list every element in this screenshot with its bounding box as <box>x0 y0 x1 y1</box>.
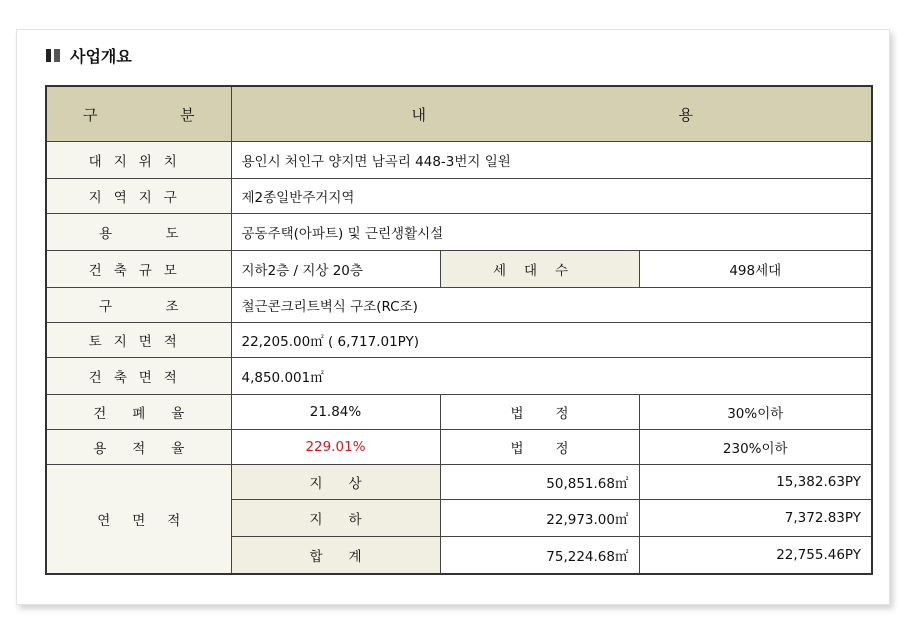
label-floor-area: 연면적 <box>46 465 231 575</box>
label-structure: 구 조 <box>46 288 231 323</box>
floor-area-below-sqm: 22,973.00㎡ <box>440 500 639 537</box>
table-row <box>46 179 872 214</box>
floor-area-below-label: 지 하 <box>231 500 440 537</box>
value-building-area: 4,850.001㎡ <box>231 358 872 395</box>
value-scale: 지하2층 / 지상 20층 <box>231 251 440 288</box>
header-content: 내 용 <box>231 86 872 142</box>
section-heading <box>46 45 132 65</box>
table-row <box>46 465 872 500</box>
table-row <box>46 214 872 251</box>
label-land-area: 토지면적 <box>46 323 231 358</box>
floor-area-total-sqm: 75,224.68㎡ <box>440 537 639 575</box>
label-scale: 건축규모 <box>46 251 231 288</box>
header-category: 구 분 <box>46 86 231 142</box>
value-coverage-legal: 30%이하 <box>639 395 872 430</box>
table-row <box>46 288 872 323</box>
table-row <box>46 251 872 288</box>
table-row <box>46 395 872 430</box>
section-marker-icon <box>46 49 60 62</box>
label-far: 용적율 <box>46 430 231 465</box>
label-use: 용 도 <box>46 214 231 251</box>
value-use: 공동주택(아파트) 및 근린생활시설 <box>231 214 872 251</box>
floor-area-below-py: 7,372.83PY <box>639 500 872 537</box>
floor-area-above-label: 지 상 <box>231 465 440 500</box>
value-far-legal: 230%이하 <box>639 430 872 465</box>
table-row <box>46 142 872 179</box>
floor-area-above-py: 15,382.63PY <box>639 465 872 500</box>
value-land-area: 22,205.00㎡ ( 6,717.01PY) <box>231 323 872 358</box>
floor-area-above-sqm: 50,851.68㎡ <box>440 465 639 500</box>
value-households: 498세대 <box>639 251 872 288</box>
floor-area-total-label: 합 계 <box>231 537 440 575</box>
value-far: 229.01% <box>231 430 440 465</box>
label-zone: 지역지구 <box>46 179 231 214</box>
value-coverage: 21.84% <box>231 395 440 430</box>
label-location: 대지위치 <box>46 142 231 179</box>
table-row <box>46 430 872 465</box>
value-location: 용인시 처인구 양지면 남곡리 448-3번지 일원 <box>231 142 872 179</box>
floor-area-total-py: 22,755.46PY <box>639 537 872 575</box>
label-far-legal: 법 정 <box>440 430 639 465</box>
overview-table <box>45 85 873 575</box>
table-row <box>46 358 872 395</box>
label-building-area: 건축면적 <box>46 358 231 395</box>
value-structure: 철근콘크리트벽식 구조(RC조) <box>231 288 872 323</box>
value-zone: 제2종일반주거지역 <box>231 179 872 214</box>
label-households: 세대수 <box>440 251 639 288</box>
table-row <box>46 323 872 358</box>
label-coverage: 건폐율 <box>46 395 231 430</box>
section-title: 사업개요 <box>70 46 132 66</box>
header-row <box>46 86 872 142</box>
label-coverage-legal: 법 정 <box>440 395 639 430</box>
